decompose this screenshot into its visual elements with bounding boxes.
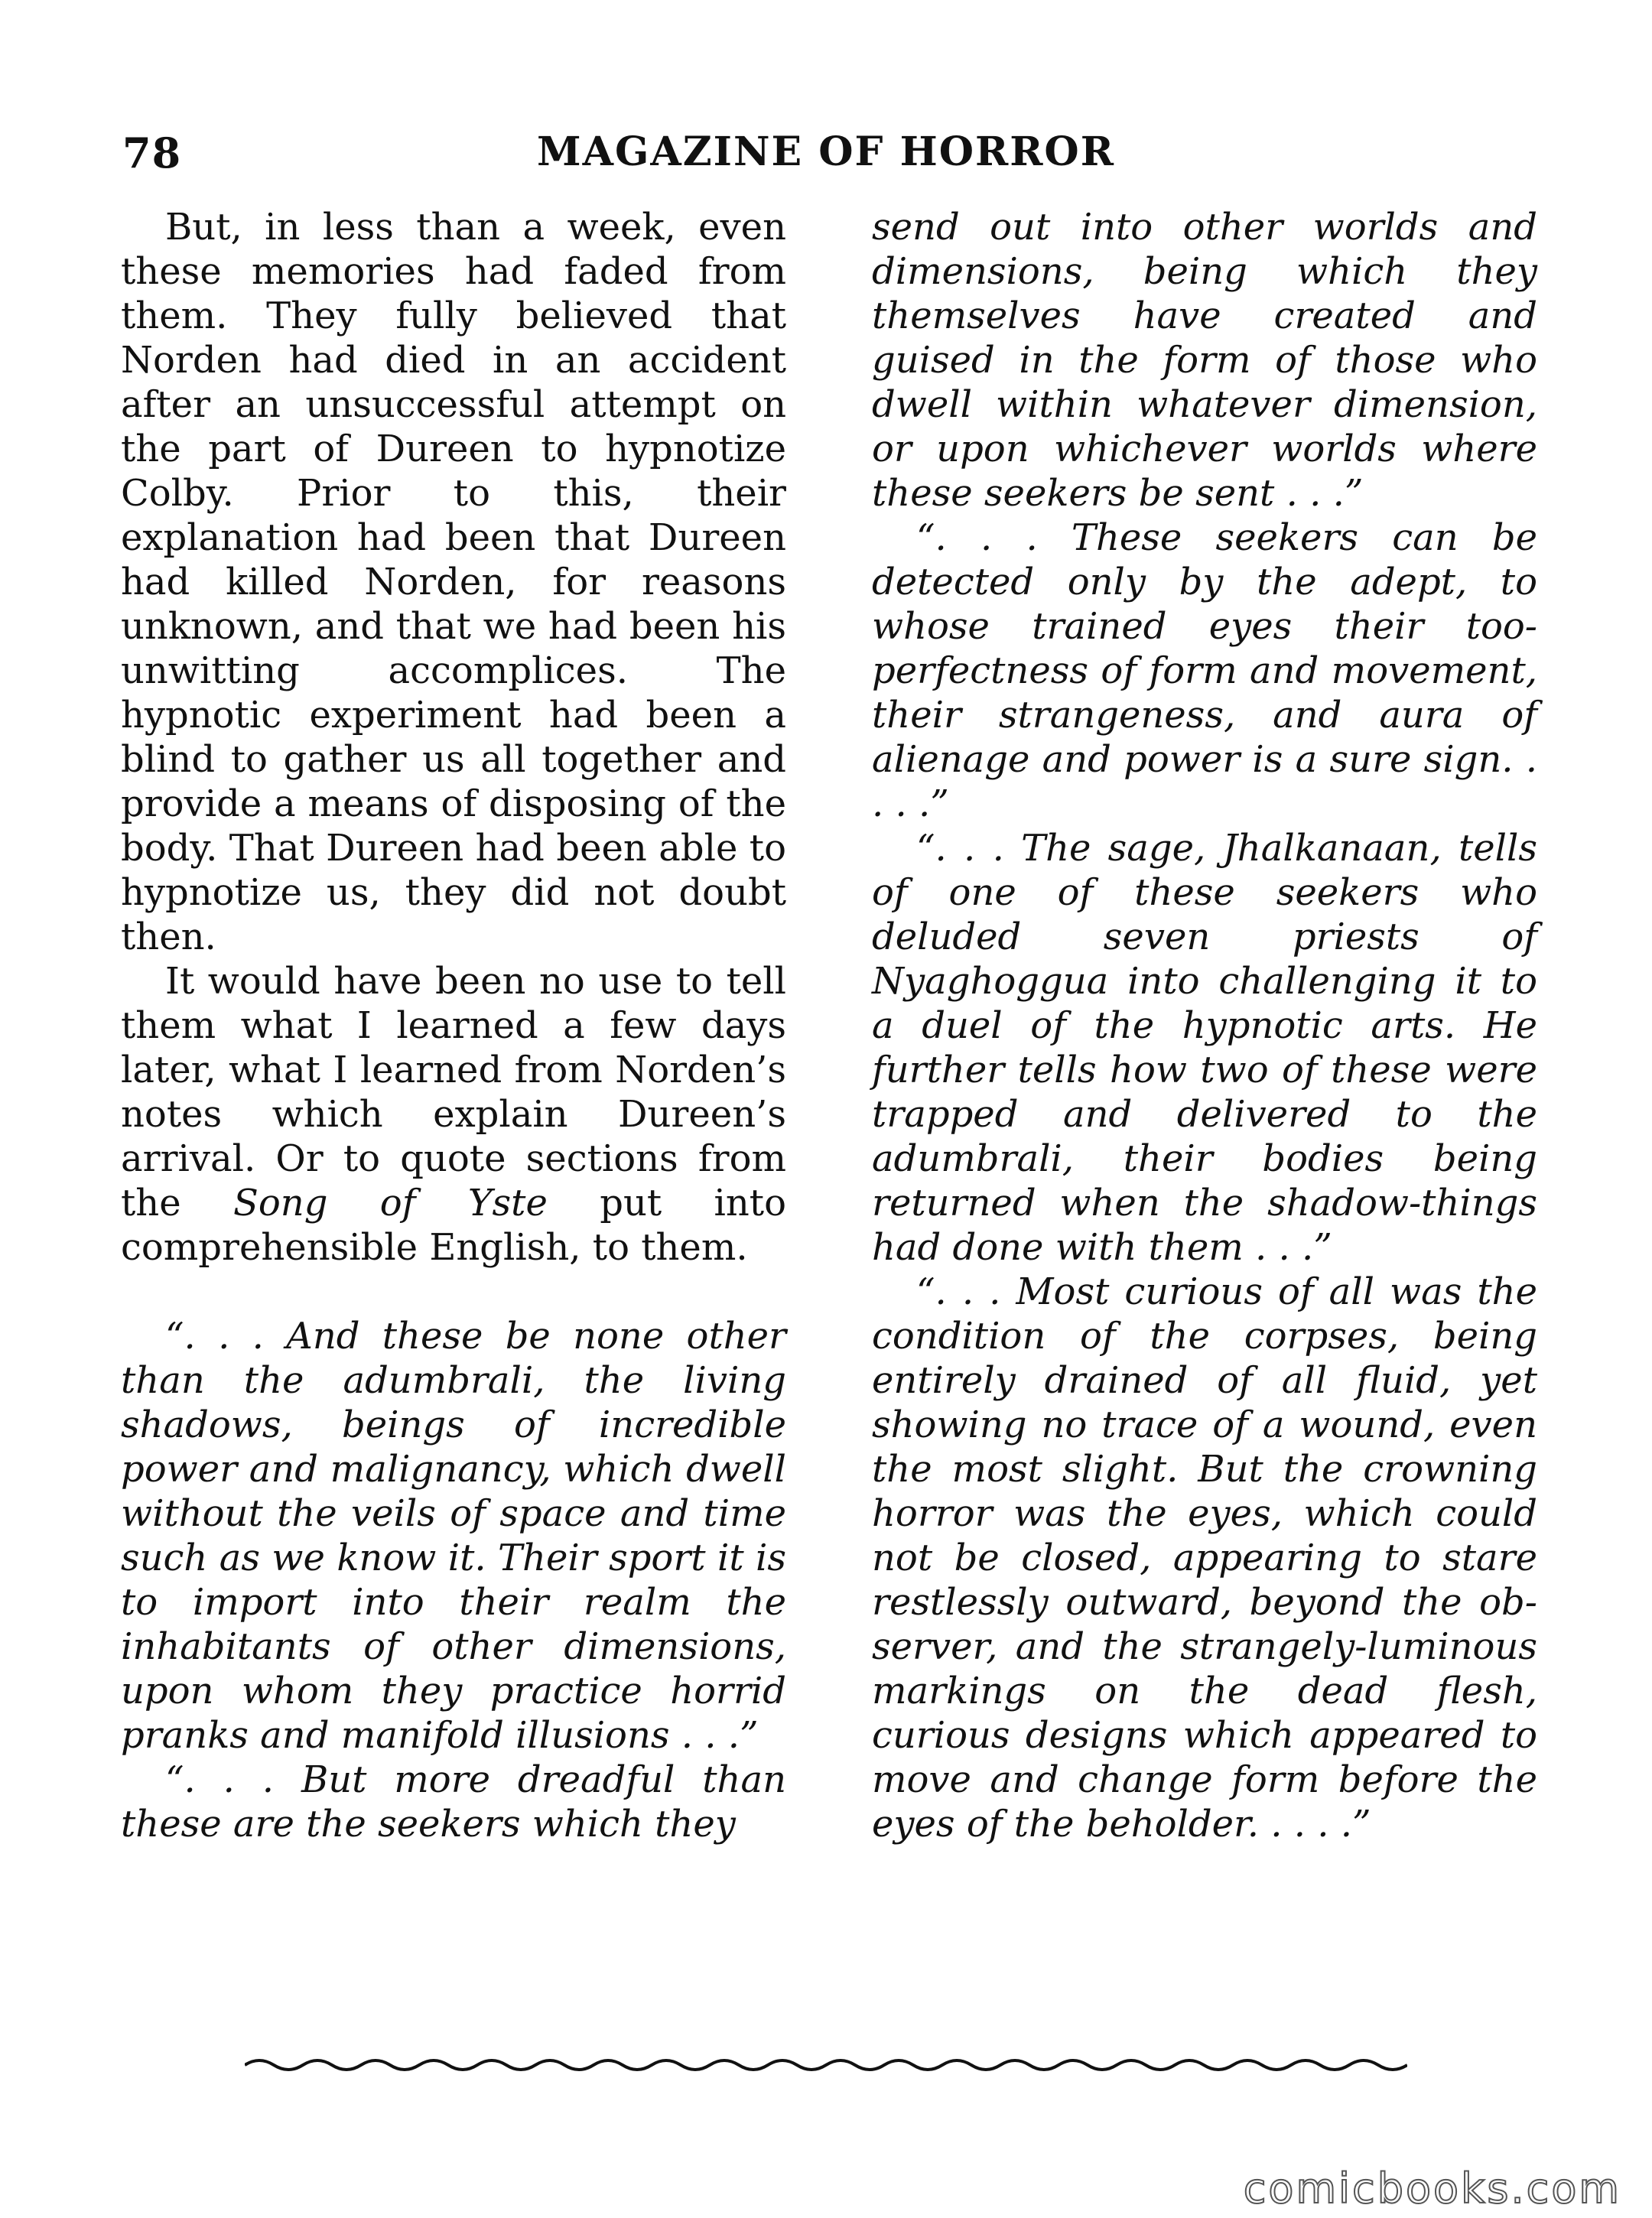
quote-paragraph: “. . . These seekers can be detected only by the adept, to whose trained eyes their too-perfectness of form and movement, their strangeness, and aura of alienage and power is a sure sign. . . . .” (872, 516, 1537, 825)
paragraph-text: put into comprehensible English, to them. (121, 1182, 786, 1269)
quote-paragraph: “. . . Most curious of all was the condition of the corpses, being entirely drained of all fluid, yet showing no trace of a wound, even the most slight. But the crowning horror was the eyes, which could not be closed, appearing to stare restlessly outward, beyond the observer, and the strangely-luminous markings on the dead flesh, curious designs which appeared to move and change form before the eyes of the beholder. . . . .” (872, 1270, 1537, 1846)
running-head: MAGAZINE OF HORROR (537, 128, 1115, 175)
right-column (872, 205, 1537, 1846)
quote-paragraph: “. . . The sage, Jhalkanaan, tells of one of these seekers who deluded seven priests of Nyaghoggua into challenging it to a duel of the hypnotic arts. He further tells how two of these were trapped and delivered to the adumbrali, their bodies being returned when the shadow-things had done with them . . .” (872, 827, 1537, 1269)
quote-paragraph: “. . . But more dreadful than these are the seekers which they (121, 1758, 786, 1846)
watermark-logo: comicbooks.com (1243, 2164, 1621, 2213)
page-number: 78 (122, 128, 182, 177)
paragraph (121, 959, 786, 1270)
quote-paragraph: “. . . And these be none other than the adumbrali, the living shadows, beings of incredible power and malignancy, which dwell without the veils of space and time such as we know it. Their sport it is to import into their realm the inhabitants of other dimensions, upon whom they practice horrid pranks and manifold illusions . . .” (121, 1315, 786, 1757)
book-title: Song of Yste (233, 1182, 548, 1224)
spacer (121, 1270, 786, 1314)
left-column (121, 205, 786, 1846)
wavy-divider (245, 2050, 1407, 2080)
quote-paragraph: send out into other worlds and dimensions, being which they themselves have created and guised in the form of those who dwell within whatever dimension, or upon whichever worlds where these seekers be sent . . .” (872, 206, 1537, 515)
paragraph: But, in less than a week, even these memories had faded from them. They fully believed that Norden had died in an accident after an unsuccessful attempt on the part of Dureen to hypnotize Colby. Prior to this, their explanation had been that Dureen had killed Norden, for reasons unknown, and that we had been his unwitting accomplices. The hypnotic experiment had been a blind to gather us all together and provide a means of disposing of the body. That Dureen had been able to hypnotize us, they did not doubt then. (121, 206, 786, 958)
paragraph-text: It would have been no use to tell them what I learned a few days later, what I learned from Norden’s notes which explain Dureen’s arrival. Or to quote sections from the (121, 960, 786, 1224)
